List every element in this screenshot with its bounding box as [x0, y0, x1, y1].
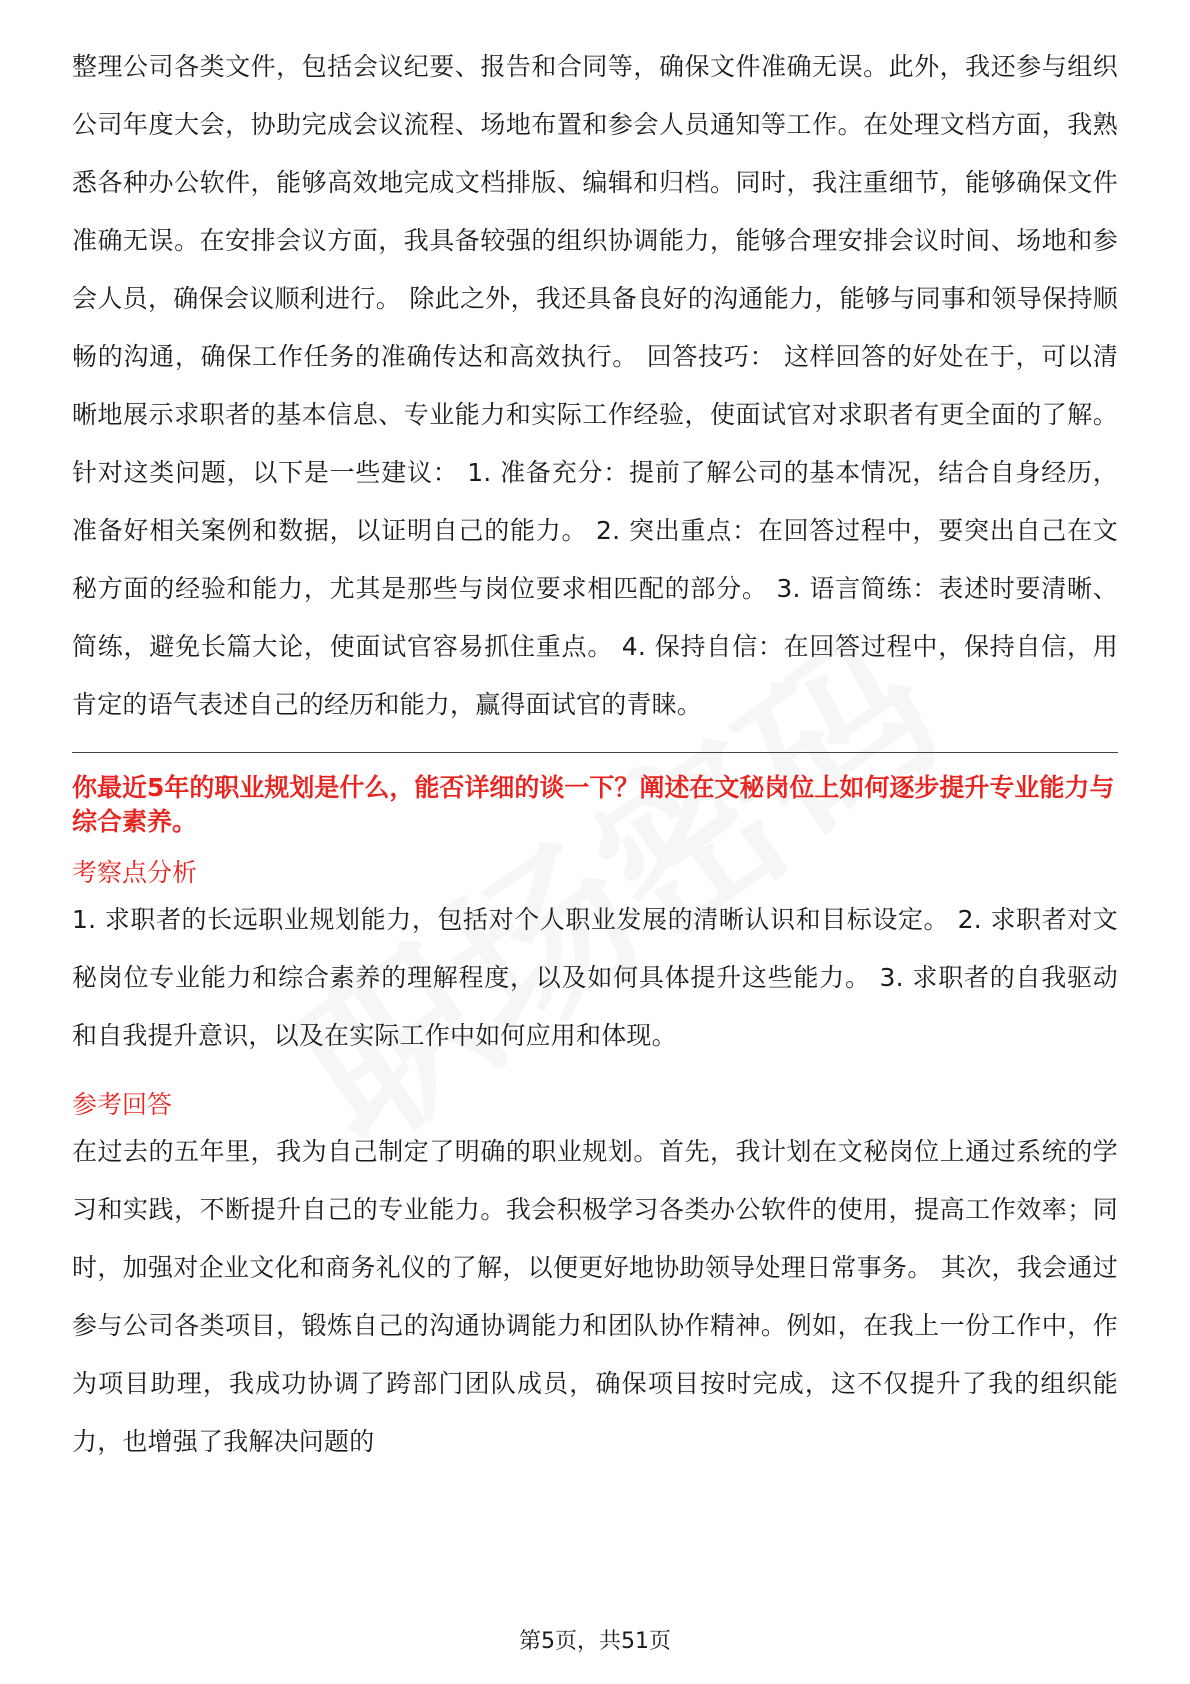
answer-heading: 参考回答	[72, 1090, 173, 1119]
section-divider	[72, 752, 1118, 753]
analysis-paragraph: 1. 求职者的长远职业规划能力，包括对个人职业发展的清晰认识和目标设定。 2. 求职者对文秘岗位专业能力和综合素养的理解程度，以及如何具体提升这些能力。 3. 求职者的自我驱动和自我提升意识，以及在实际工作中如何应用和体现。	[72, 905, 1118, 1050]
question-title: 你最近5年的职业规划是什么，能否详细的谈一下？阐述在文秘岗位上如何逐步提升专业能力与综合素养。	[72, 773, 1115, 836]
answer-paragraph: 在过去的五年里，我为自己制定了明确的职业规划。首先，我计划在文秘岗位上通过系统的学习和实践，不断提升自己的专业能力。我会积极学习各类办公软件的使用，提高工作效率；同时，加强对企业文化和商务礼仪的了解，以便更好地协助领导处理日常事务。 其次，我会通过参与公司各类项目，锻炼自己的沟通协调能力和团队协作精神。例如，在我上一份工作中，作为项目助理，我成功协调了跨部门团队成员，确保项目按时完成，这不仅提升了我的组织能力，也增强了我解决问题的	[72, 1137, 1118, 1456]
document-page	[72, 38, 1118, 1471]
analysis-heading: 考察点分析	[72, 858, 198, 887]
intro-paragraph: 整理公司各类文件，包括会议纪要、报告和合同等，确保文件准确无误。此外，我还参与组织公司年度大会，协助完成会议流程、场地布置和参会人员通知等工作。在处理文档方面，我熟悉各种办公软件，能够高效地完成文档排版、编辑和归档。同时，我注重细节，能够确保文件准确无误。在安排会议方面，我具备较强的组织协调能力，能够合理安排会议时间、场地和参会人员，确保会议顺利进行。 除此之外，我还具备良好的沟通能力，能够与同事和领导保持顺畅的沟通，确保工作任务的准确传达和高效执行。 回答技巧： 这样回答的好处在于，可以清晰地展示求职者的基本信息、专业能力和实际工作经验，使面试官对求职者有更全面的了解。针对这类问题，以下是一些建议： 1. 准备充分：提前了解公司的基本情况，结合自身经历，准备好相关案例和数据，以证明自己的能力。 2. 突出重点：在回答过程中，要突出自己在文秘方面的经验和能力，尤其是那些与岗位要求相匹配的部分。 3. 语言简练：表述时要清晰、简练，避免长篇大论，使面试官容易抓住重点。 4. 保持自信：在回答过程中，保持自信，用肯定的语气表述自己的经历和能力，赢得面试官的青睐。	[72, 52, 1118, 719]
page-footer: 第5页，共51页	[519, 1629, 671, 1654]
